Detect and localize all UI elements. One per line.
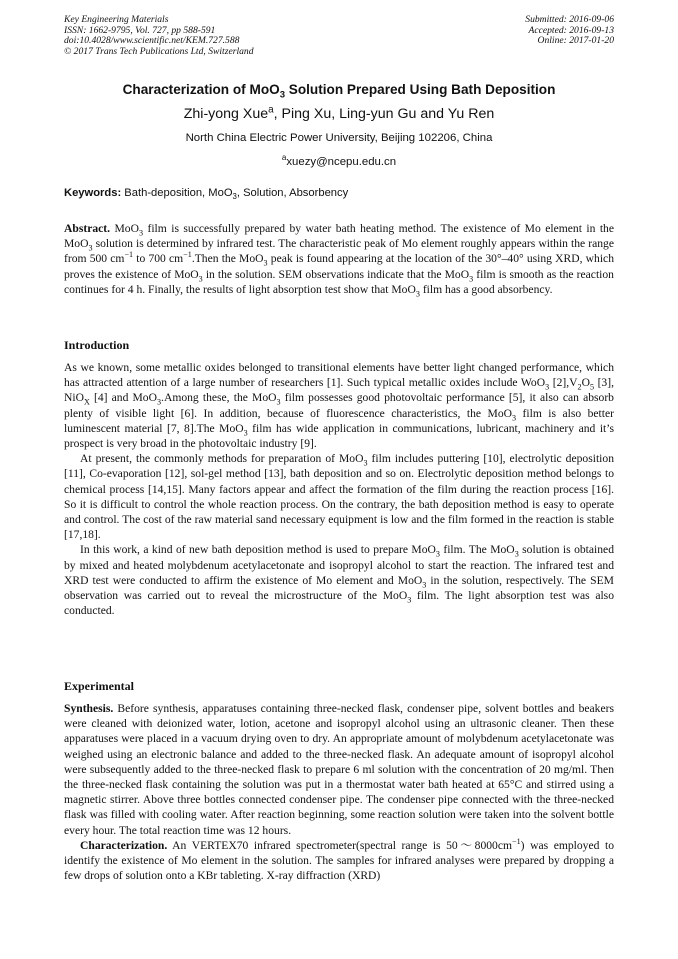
affiliation: North China Electric Power University, Beijing 102206, China [185, 132, 493, 144]
journal-name: Key Engineering Materials [64, 14, 169, 25]
journal-copyright: © 2017 Trans Tech Publications Ltd, Switzerland [64, 45, 254, 57]
author-email: $^a$xuezy@ncepu.edu.cn [281, 153, 397, 168]
accepted-date: Accepted: 2016-09-13 [528, 24, 614, 36]
online-date: Online: 2017-01-20 [537, 35, 614, 47]
keywords: Keywords: Bath-deposition, MoO$_3$, Solution, Absorbency [64, 187, 349, 202]
intro-paragraph-3: In this work, a kind of new bath deposition method is used to prepare MoO$_3$ film. The MoO$_3$ solution is obtained by mixed and heated molybdenum acetylacetonate and isopropyl alcohol to start the reaction. The infrared test and XRD test were conducted to affirm the existence of Mo element and MoO$_3$ in the solution, respectively. The SEM observation was carried out to reveal the microstructure of the MoO$_3$ film. The light absorption test was also conducted. [64, 543, 614, 618]
journal-issn: ISSN: 1662-9795, Vol. 727, pp 588-591 [64, 24, 216, 36]
abstract: Abstract. MoO$_3$ film is successfully prepared by water bath heating method. The existence of Mo element in the MoO$_3$ solution is determined by infrared test. The characteristic peak of Mo element roughly appears within the range from 500 $cm^{-1}$ to 700 $cm^{-1}.Then$ the MoO$_3$ peak is found appearing at the location of the 30°–40° using XRD, which proves the existence of MoO$_3$ in the solution. SEM observations indicate that the MoO$_3$ film is smooth as the reaction continues for 4 h. Finally, the results of light absorption test show that MoO$_3$ film has a good absorbency. [64, 222, 614, 299]
journal-doi: doi:10.4028/www.scientific.net/KEM.727.588 [64, 35, 240, 47]
introduction-heading: Introduction [64, 338, 130, 352]
introduction-body [64, 360, 614, 618]
submitted-date: Submitted: 2016-09-06 [525, 14, 614, 25]
experimental-heading: Experimental [64, 679, 134, 693]
intro-paragraph-1: As we known, some metallic oxides belonged to transitional elements have better light changed performance, which has attracted attention of a large number of researchers [1]. Such typical metallic oxides include WoO$_3$ $[2],V_2O_5$ [3], NiO$_X$ [4] and MoO$_3$.Among these, the MoO$_3$ film possesses good photovoltaic performance [5], it also can absorb plenty of visible light [6]. In addition, because of fluorescence characteristics, the MoO$_3$ film is also better luminescent material [7, 8].The MoO$_3$ film has wide application in communications, lubricant, machinery and it’s prospect is very broad in the photovoltaic industry [9]. [64, 361, 615, 451]
paper-title: Characterization of MoO$_3$ Solution Prepared Using Bath Deposition [122, 82, 556, 101]
intro-paragraph-2: At present, the commonly methods for preparation of MoO$_3$ film includes puttering [10], electrolytic deposition [11], Co-evaporation [12], sol-gel method [13], bath deposition and so on. Electrolytic deposition method belongs to chemical process [14,15]. Many factors appear and affect the formation of the film during the reaction process [16]. So it is difficult to control the whole reaction process. On the contrary, the bath deposition method is easy to operate and control. The cost of the raw material sand necessary equipment is low and the film formed in the reaction is stable [17,18]. [64, 452, 614, 542]
synthesis-paragraph: Synthesis. Before synthesis, apparatuses containing three-necked flask, condenser pipe, solvent bottles and beakers were cleaned with deionized water, lotion, acetone and isopropyl alcohol using an ultrasonic cleaner. Then these apparatuses were placed in a vacuum drying oven to dry. An appropriate amount of molybdenum acetylacetonate was weighed using an electronic balance and added to the three-necked flask. An adequate amount of isopropyl alcohol were subsequently added to the three-necked flask to prepare 6 ml solution with the concentration of 20 mg/ml. Then the three-necked flask containing the solution was put in a thermostat water bath heated at 65°C and stirred using a magnetic stirrer. Above three bottles connected condenser pipe. The condenser pipe connected with the three-necked flask was filled with cooling water. After reaction beginning, some reaction solution were taken into the solvent bottle every hour. The total reaction time was 12 hours. [64, 702, 614, 837]
experimental-body [64, 701, 614, 883]
characterization-paragraph: Characterization. An VERTEX70 infrared spectrometer(spectral range is $50\sim 8000cm^{-1}$) was employed to identify the existence of Mo element in the solution. The samples for infrared analyses were prepared by dropping a few drops of solution onto a KBr tableting. X-ray diffraction (XRD) [64, 836, 614, 883]
authors: Zhi-yong Xue$^a$, Ping Xu, Ling-yun Gu and Yu Ren [183, 104, 495, 122]
journal-info [64, 15, 254, 57]
publication-dates [525, 15, 614, 47]
title-block [40, 80, 638, 170]
